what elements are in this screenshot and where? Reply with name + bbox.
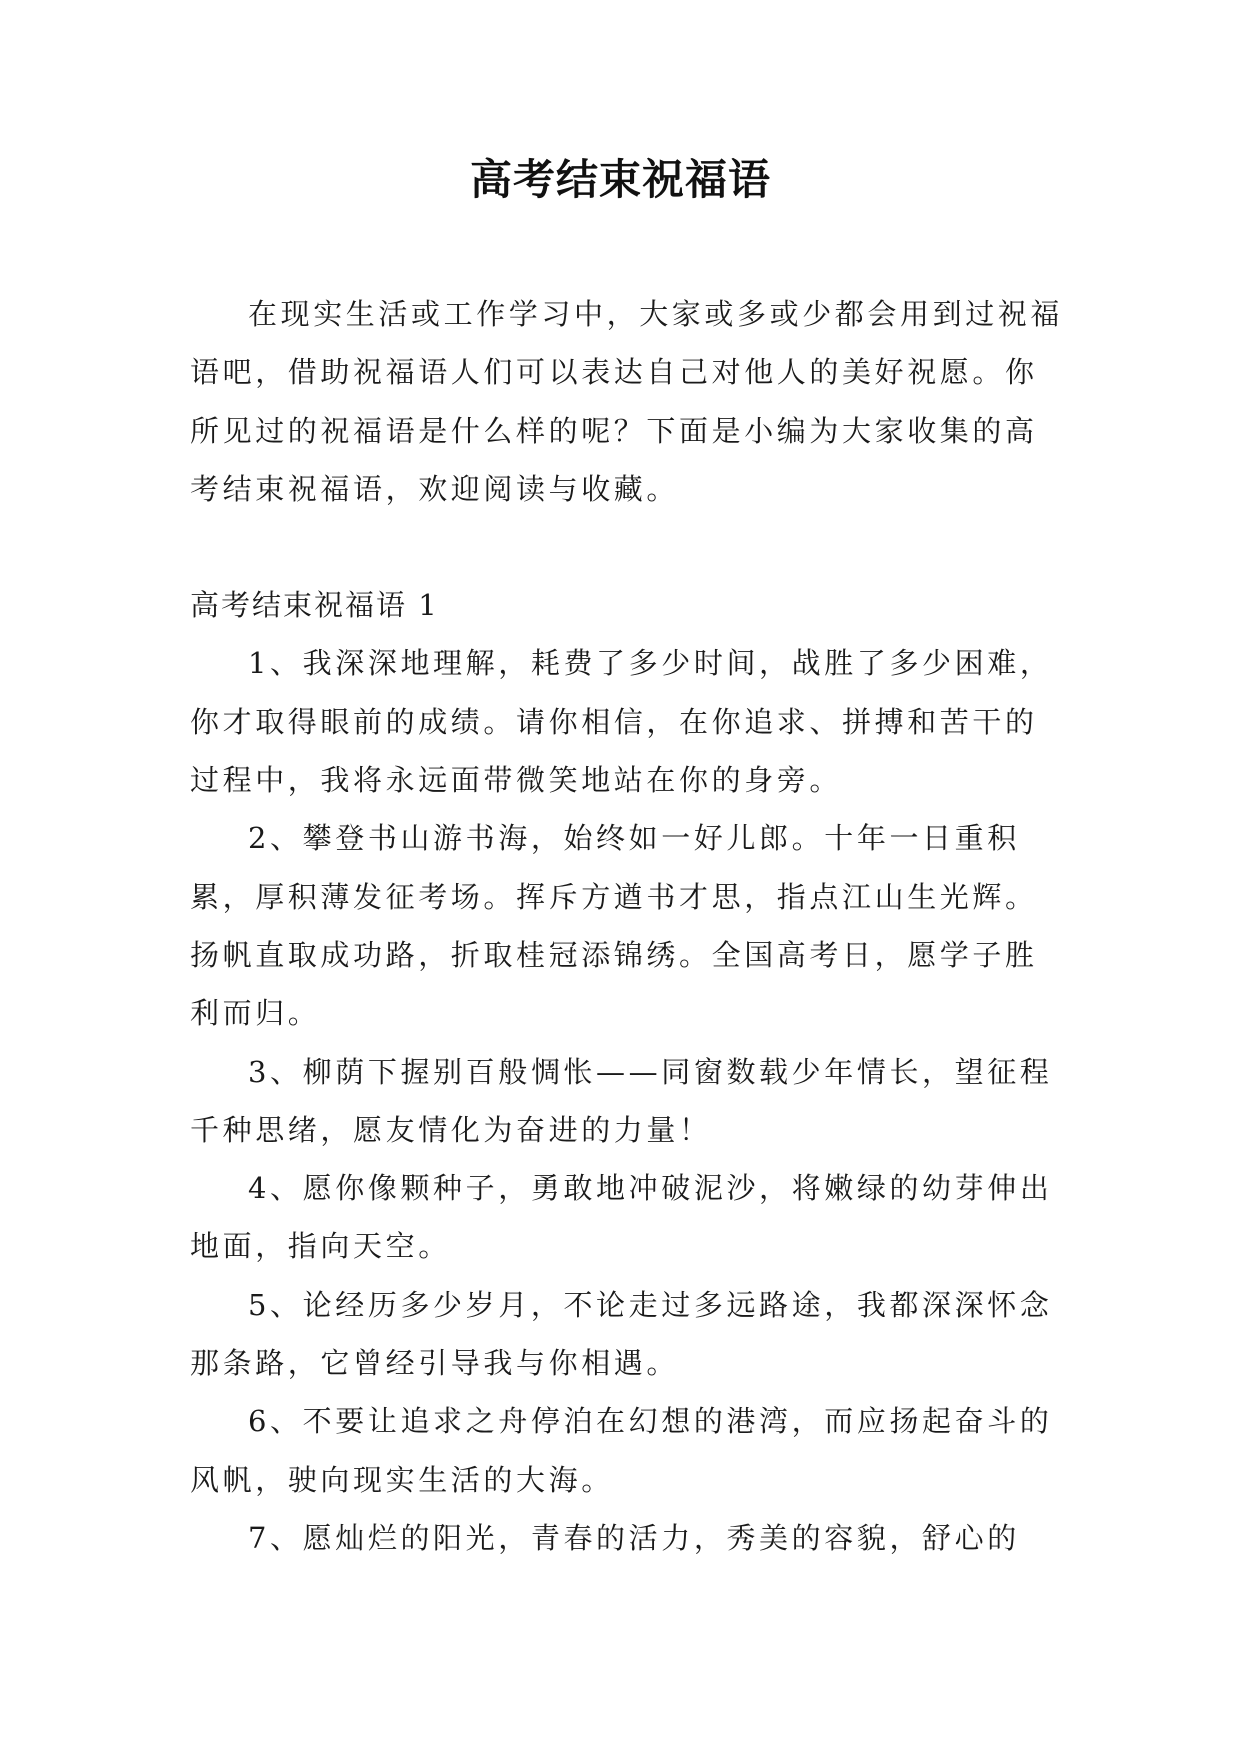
blessing-item-6: 6、不要让追求之舟停泊在幻想的港湾，而应扬起奋斗的风帆，驶向现实生活的大海。 [190, 1404, 1053, 1497]
blessing-item-3: 3、柳荫下握别百般惆怅——同窗数载少年情长，望征程千种思绪，愿友情化为奋进的力量！ [190, 1054, 1053, 1147]
blessing-item-7: 7、愿灿烂的阳光，青春的活力，秀美的容貌，舒心的 [248, 1520, 1020, 1555]
document-body [190, 285, 1070, 1567]
blessing-item-1: 1、我深深地理解，耗费了多少时间，战胜了多少困难，你才取得眼前的成绩。请你相信，在你追求、拼搏和苦干的过程中，我将永远面带微笑地站在你的身旁。 [190, 646, 1053, 798]
blessing-item-2: 2、攀登书山游书海，始终如一好儿郎。十年一日重积累，厚积薄发征考场。挥斥方遒书才思，指点江山生光辉。扬帆直取成功路，折取桂冠添锦绣。全国高考日，愿学子胜利而归。 [190, 821, 1038, 1031]
intro-paragraph: 在现实生活或工作学习中，大家或多或少都会用到过祝福语吧，借助祝福语人们可以表达自己对他人的美好祝愿。你所见过的祝福语是什么样的呢？下面是小编为大家收集的高考结束祝福语，欢迎阅读与收藏。 [190, 297, 1064, 506]
blessing-item-4: 4、愿你像颗种子，勇敢地冲破泥沙，将嫩绿的幼芽伸出地面，指向天空。 [190, 1171, 1053, 1264]
page-title: 高考结束祝福语 [469, 155, 771, 204]
blessing-item-5: 5、论经历多少岁月，不论走过多远路途，我都深深怀念那条路，它曾经引导我与你相遇。 [190, 1287, 1053, 1381]
section-heading: 高考结束祝福语 1 [190, 588, 439, 623]
